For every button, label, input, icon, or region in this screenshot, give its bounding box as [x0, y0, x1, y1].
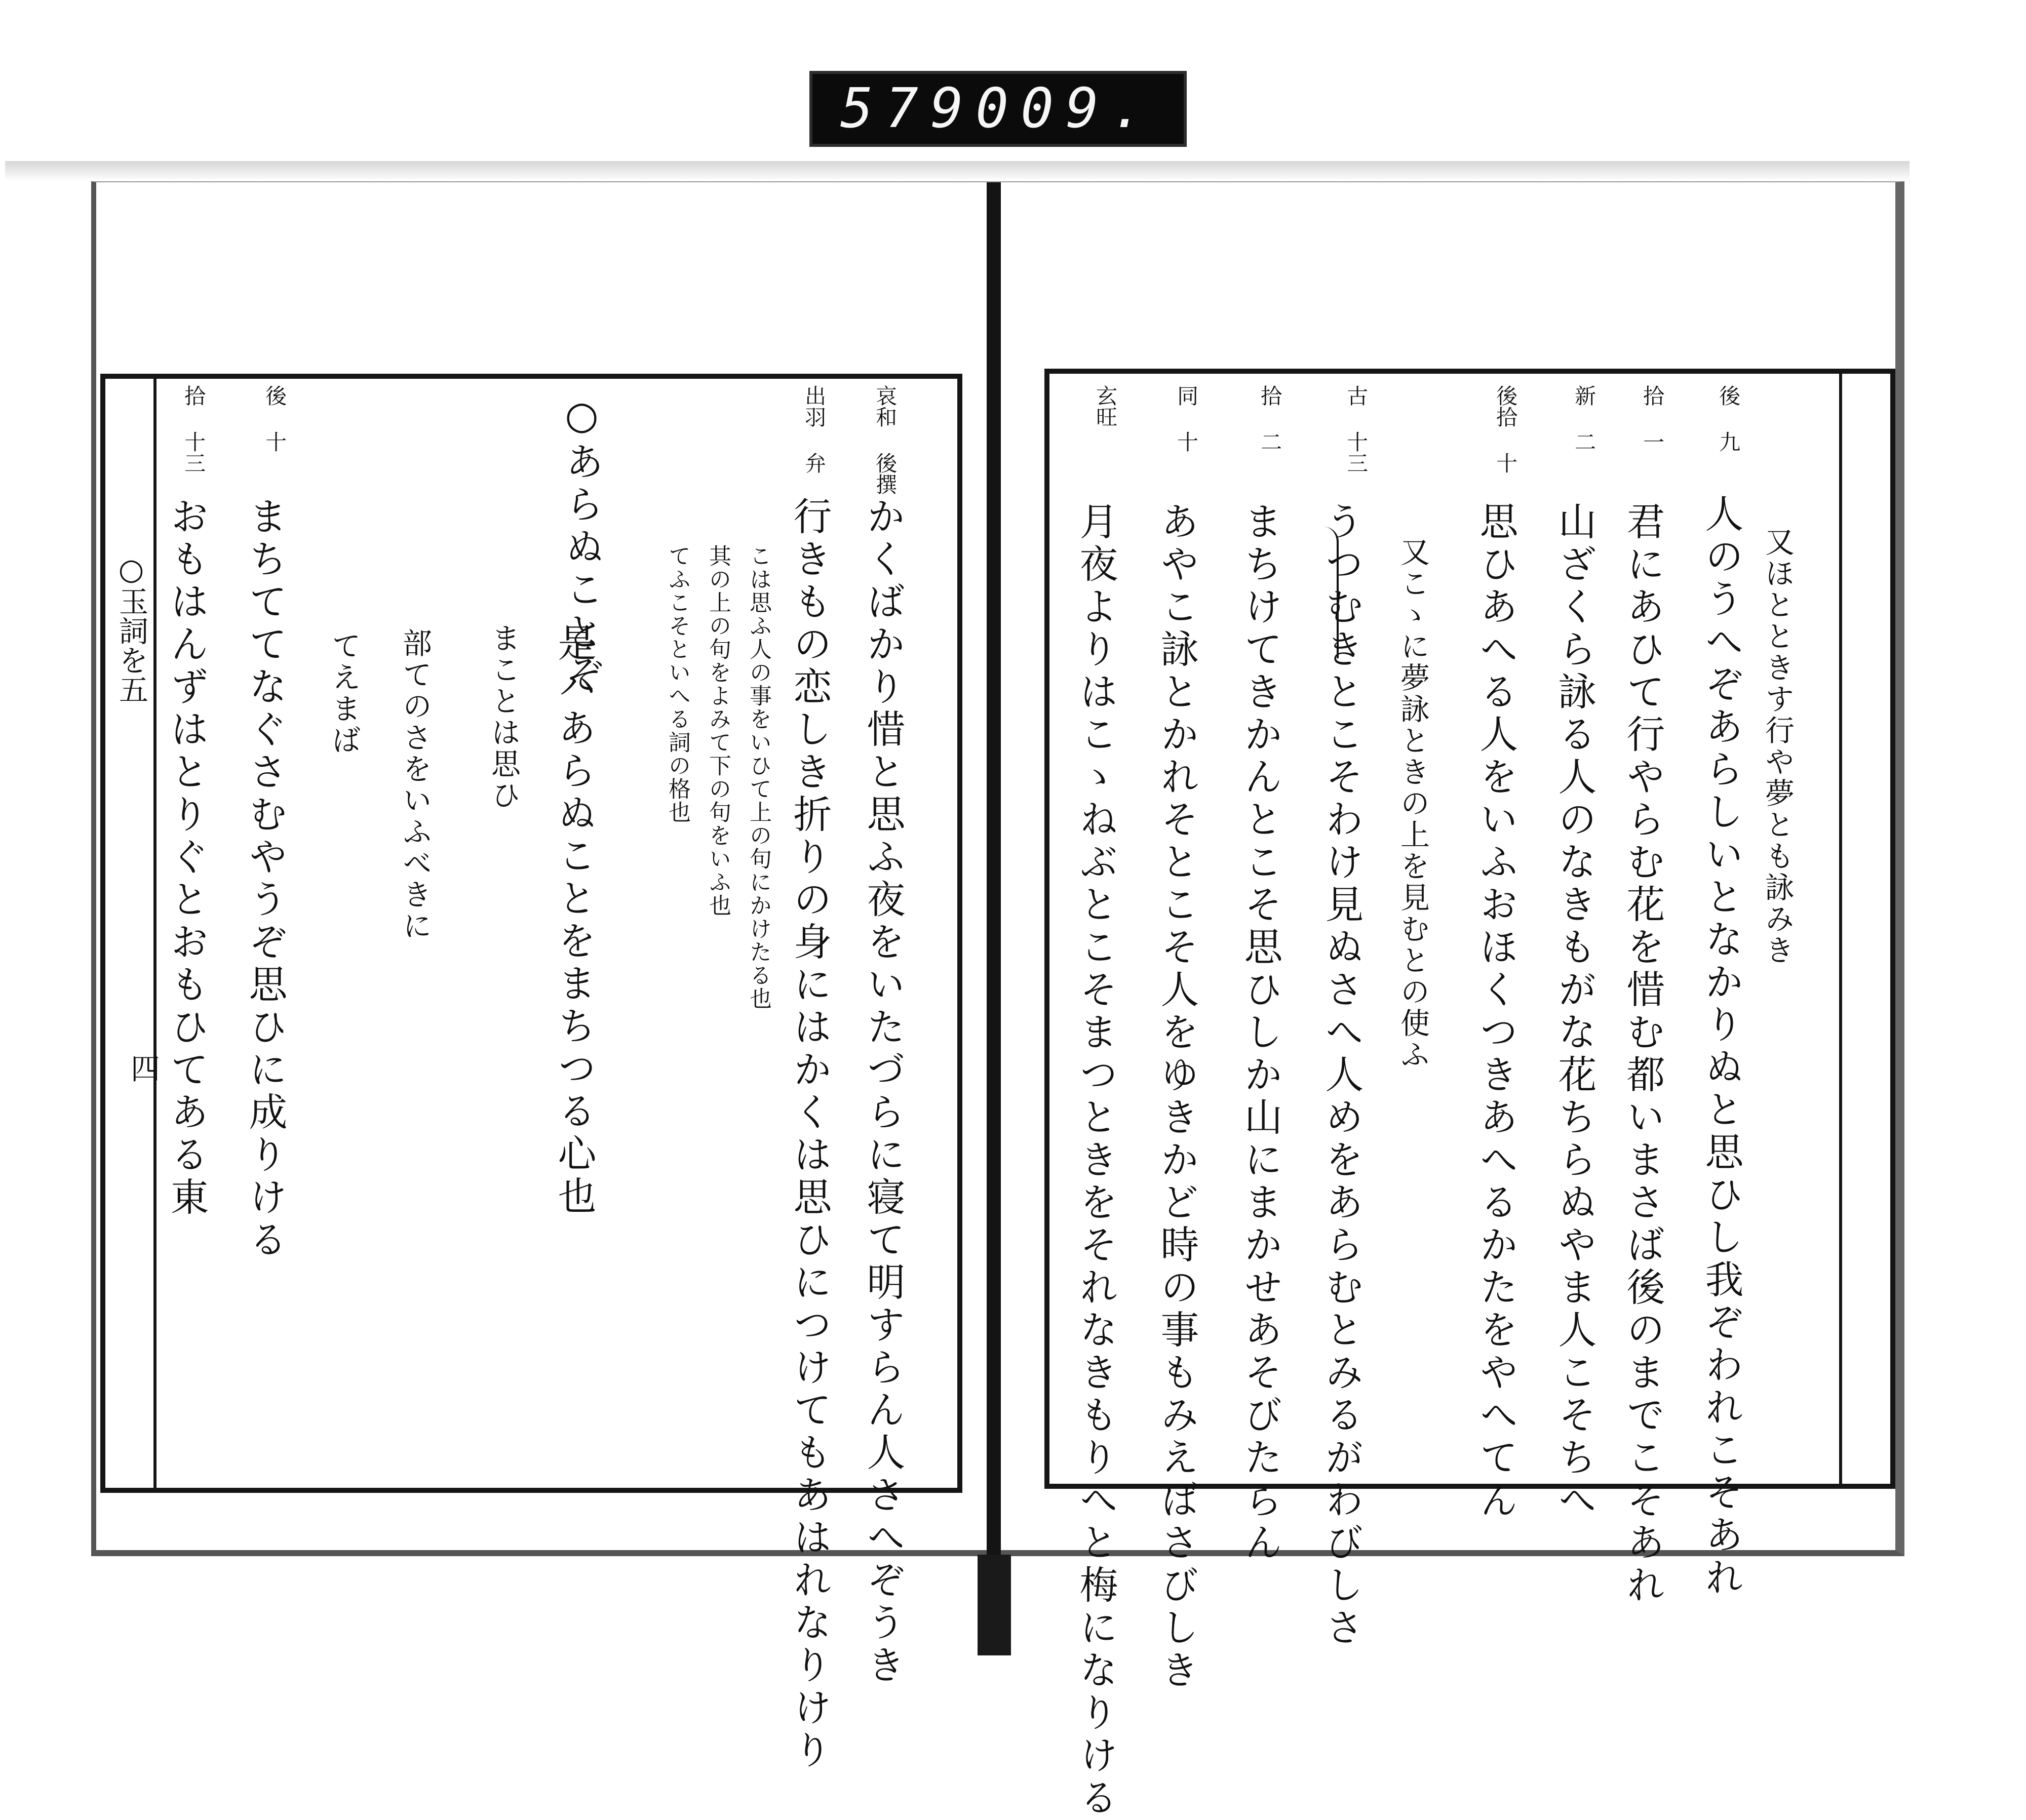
reel-number: 579	[840, 77, 976, 140]
right-column-8: まちけてきかんとこそ思ひしか山にまかせあそびたらん	[1238, 501, 1283, 1565]
page-folio: 四	[126, 1053, 160, 1083]
right-column-1: 又ほとときす行や夢とも詠みき	[1760, 527, 1795, 966]
left-column-12: おもはんずはとりぐとおもひてある東	[164, 496, 209, 1219]
book-gutter	[987, 182, 1001, 1555]
right-column-5-label: 後拾 十	[1493, 385, 1518, 473]
right-column-4: 山ざくら詠る人のなきもがな花ちらぬやま人こそちへ	[1552, 501, 1597, 1522]
right-column-2: 人のうへぞあらしいとなかりぬと思ひし我ぞわれこそあれ	[1699, 494, 1744, 1600]
left-column-5: てふこそといへる詞の格也	[665, 544, 690, 824]
left-column-10: てえまば	[327, 630, 361, 756]
right-column-9-label: 同 十	[1174, 385, 1199, 452]
left-column-1-label: 哀和 後撰	[873, 385, 898, 495]
left-column-2: 行きもの恋しき折りの身にはかくは思ひにつけてもあはれなりけり	[787, 496, 832, 1772]
left-column-1: かくばかり惜と思ふ夜をいたづらに寝て明すらん人さへぞうき	[861, 496, 906, 1687]
right-column-3: 君にあひて行やらむ花を惜む都いまさば後のまでこそあれ	[1620, 501, 1665, 1607]
right-column-9: あやこ詠とかれそとこそ人をゆきかど時の事もみえばさびしき	[1154, 501, 1199, 1692]
right-column-10: 月夜よりはこゝねぶとこそまつときをそれなきもりへと梅になりける	[1073, 501, 1118, 1820]
right-column-7: うつむきとこそわけ見ぬさへ人めをあらむとみるがわびしさ	[1319, 501, 1364, 1650]
right-column-5: 思ひあへる人をいふおほくつきあへるかたをやへてん	[1473, 501, 1518, 1522]
right-column-3-label: 拾 一	[1640, 385, 1665, 452]
left-column-11-label: 後 十	[262, 385, 288, 452]
book-top-edge	[5, 161, 1910, 181]
running-title: ○玉詞を五	[114, 552, 148, 704]
right-column-8-label: 拾 二	[1258, 385, 1283, 452]
left-column-11: まちててなぐさむやうぞ思ひに成りける	[243, 496, 288, 1262]
right-column-10-label: 玄旺	[1093, 385, 1118, 427]
left-text-frame	[100, 374, 962, 1493]
left-column-6: ○あらぬことぞ	[559, 392, 604, 697]
left-column-2-label: 出羽 弁	[802, 385, 827, 473]
left-column-7: 是ハあらぬことをまちつる心也	[552, 623, 597, 1218]
right-column-7-label: 古 十三	[1344, 385, 1369, 473]
left-column-8: まことは思ひ	[486, 623, 521, 811]
left-column-4: 其の上の句をよみて下の句をいふ也	[705, 544, 731, 917]
handwritten-connector-mark	[1319, 527, 1339, 658]
right-column-2-label: 後 九	[1716, 385, 1741, 452]
left-margin-rule	[153, 379, 157, 1488]
right-margin-rule	[1839, 374, 1842, 1484]
left-column-12-label: 拾 十三	[181, 385, 207, 473]
right-column-4-label: 新 二	[1572, 385, 1597, 452]
left-column-3: こは思ふ人の事をいひて上の句にかけたる也	[746, 544, 771, 1010]
frame-number: 009.	[976, 77, 1156, 140]
microfilm-counter	[809, 71, 1187, 147]
right-column-6: 又こゝに夢詠ときの上を見むとの使ふ	[1395, 537, 1430, 1071]
left-column-9: 部てのさをいふべきに	[398, 628, 432, 942]
binding-tab	[978, 1555, 1011, 1655]
